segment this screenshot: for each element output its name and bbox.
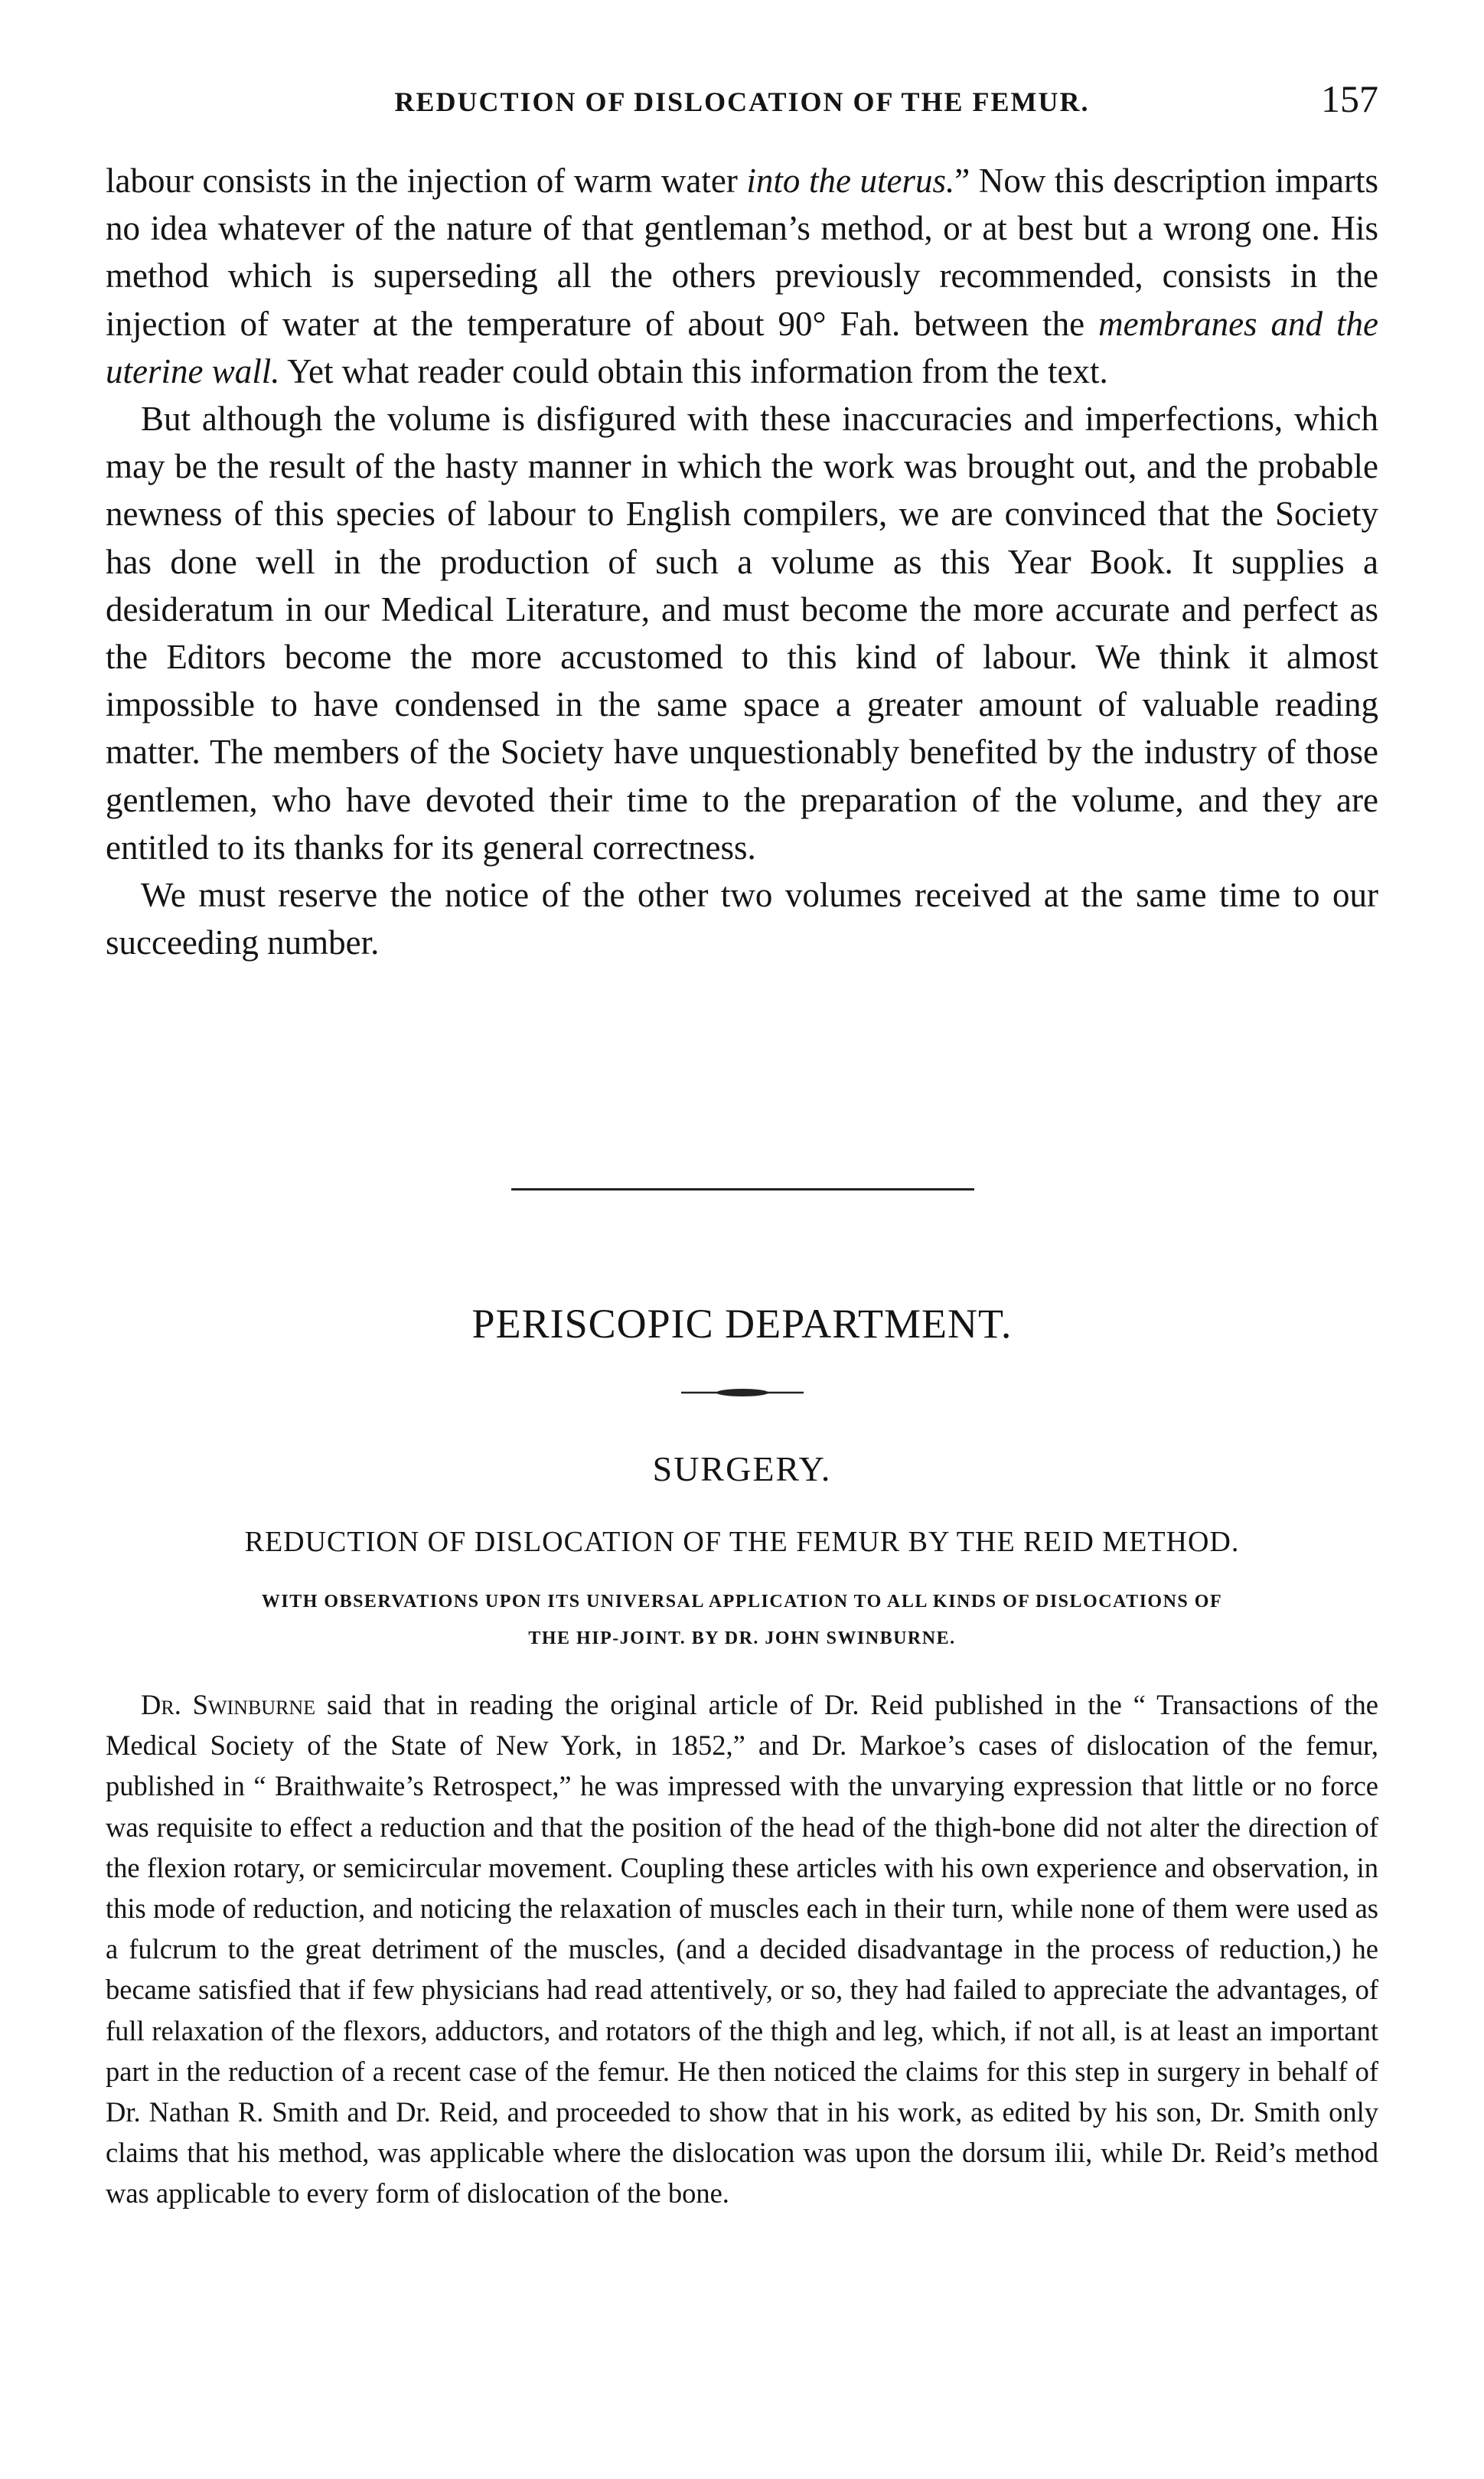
section-heading: SURGERY. bbox=[652, 1449, 832, 1488]
article-subtitle bbox=[106, 1583, 1378, 1657]
article-subtitle-line: THE HIP-JOINT. BY DR. JOHN SWINBURNE. bbox=[528, 1628, 956, 1648]
section-divider-rule bbox=[511, 1188, 974, 1191]
article-body bbox=[106, 1684, 1378, 2214]
page-number: 157 bbox=[1321, 77, 1378, 120]
review-paragraph-1 bbox=[106, 157, 1378, 395]
review-paragraph-2: But although the volume is disfigured with these inaccuracies and imperfections, which may be the result of the hasty manner in which the work was brought out, and the probable newness of this species of labour to English compilers, we are convinced that the Society has done well in the production of such a volume as this Year Book. It supplies a desideratum in our Medical Literature, and must become the more accurate and perfect as the Editors become the more accustomed to this kind of labour. We think it almost impossible to have condensed in the same space a greater amount of valuable reading matter. The members of the Society have unquestionably benefited by the industry of those gentlemen, who have devoted their time to the preparation of the volume, and they are entitled to its thanks for its general correctness. bbox=[106, 400, 1378, 867]
review-text-segment: labour consists in the injection of warm water bbox=[106, 162, 747, 200]
review-italic-segment: into the uterus. bbox=[746, 162, 955, 200]
article-subtitle-line: WITH OBSERVATIONS UPON ITS UNIVERSAL APPLICATION TO ALL KINDS OF DISLOCATIONS OF bbox=[261, 1592, 1223, 1612]
running-head-title: REDUCTION OF DISLOCATION OF THE FEMUR. bbox=[394, 87, 1090, 117]
article-title: REDUCTION OF DISLOCATION OF THE FEMUR BY THE REID METHOD. bbox=[244, 1526, 1240, 1558]
article-paragraph bbox=[106, 1684, 1378, 2214]
running-head bbox=[106, 77, 1378, 130]
department-heading: PERISCOPIC DEPARTMENT. bbox=[471, 1301, 1013, 1347]
review-continuation bbox=[106, 157, 1378, 966]
review-paragraph-3: We must reserve the notice of the other two volumes received at the same time to our succeeding number. bbox=[106, 876, 1378, 962]
review-italic-segment: membranes and the uterine wall. bbox=[106, 304, 1378, 390]
ornament-rule-icon bbox=[681, 1387, 804, 1398]
article-body-text: said that in reading the original article of Dr. Reid published in the “ Transactions of the Medical Society of the State of New York, in 1852,” and Dr. Markoe’s cases of dislocation of the femur, published in “ Braithwaite’s Retrospect,” he was impressed with the unvarying expression that little or no force was requisite to effect a reduction and that the position of the head of the thigh-bone did not alter the direction of the flexion rotary, or semicircular movement. Coupling these articles with his own experience and observation, in this mode of reduction, and noticing the relaxation of muscles each in their turn, while none of them were used as a fulcrum to the great detriment of the muscles, (and a decided disadvantage in the process of reduction,) he became satisfied that if few physicians had read attentively, or so, they had failed to appreciate the advantages, of full relaxation of the flexors, adductors, and rotators of the thigh and leg, which, if not all, is at least an important part in the reduction of a recent case of the femur. He then noticed the claims for this step in surgery in behalf of Dr. Nathan R. Smith and Dr. Reid, and proceeded to show that in his work, as edited by his son, Dr. Smith only claims that his method, was applicable where the dislocation was upon the dorsum ilii, while Dr. Reid’s method was applicable to every form of dislocation of the bone. bbox=[106, 1689, 1379, 2210]
review-text-segment: ” Now this description imparts no idea whatever of the nature of that gentleman’s method, or at best but a wrong one. His method which is superseding all the others previously recommended, consists in the injection of water at the temperature of about 90° Fah. between the bbox=[106, 162, 1378, 343]
review-text-segment: Yet what reader could obtain this information from the text. bbox=[279, 351, 1108, 390]
article-lead-in: Dr. Swinburne bbox=[141, 1689, 316, 1720]
